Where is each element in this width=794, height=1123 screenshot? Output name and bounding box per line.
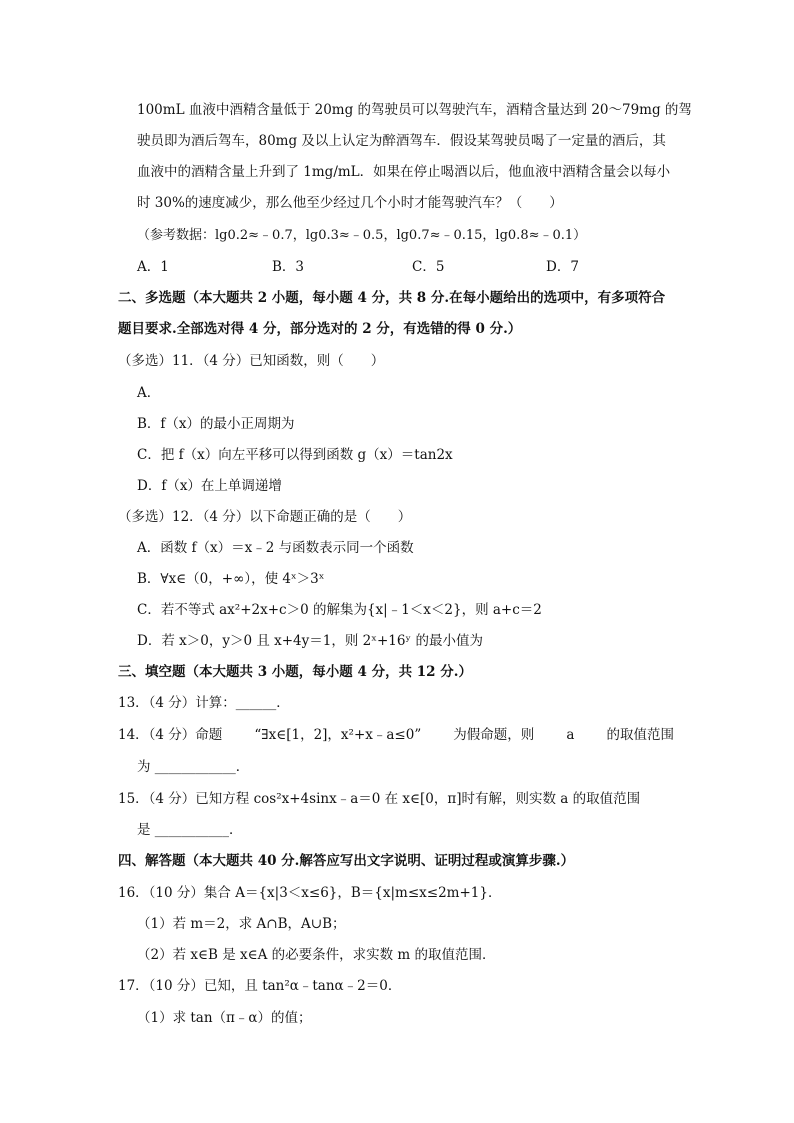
q14-part-2: “∃x∈[1，2]，x²+x﹣a≤0” [254, 727, 422, 743]
q14-part-5: 的取值范围 [606, 727, 674, 743]
q15-line-1: 15．（4 分）已知方程 cos²x+4sinx﹣a＝0 在 x∈[0，π]时有解，则实数 a 的取值范围 [118, 791, 641, 807]
q10-option-b: B．3 [272, 259, 305, 275]
section-2-title-line-1: 二、多选题（本大题共 2 小题，每小题 4 分，共 8 分.在每小题给出的选项中，有多项符合 [118, 290, 666, 306]
q14-line-1 [118, 725, 674, 745]
q17-stem: 17．（10 分）已知，且 tan²α﹣tanα﹣2＝0． [118, 978, 402, 994]
q14-part-3: 为假命题，则 [453, 727, 535, 743]
q12-option-d: D．若 x＞0，y＞0 且 x+4y＝1，则 2ˣ+16ʸ 的最小值为 [137, 633, 483, 649]
section-3-title: 三、填空题（本大题共 3 小题，每小题 4 分，共 12 分.） [118, 664, 472, 680]
q11-option-b: B．f（x）的最小正周期为 [137, 416, 295, 432]
q11-option-d: D．f（x）在上单调递增 [137, 478, 282, 494]
q10-option-c: C．5 [412, 259, 445, 275]
q12-option-b: B．∀x∈（0，+∞），使 4ˣ＞3ˣ [137, 571, 325, 587]
q12-option-c: C．若不等式 ax²+2x+c＞0 的解集为{x|﹣1＜x＜2}，则 a+c＝2 [137, 602, 542, 618]
q11-option-a: A． [137, 385, 161, 401]
q14-part-1: 14．（4 分）命题 [118, 727, 223, 743]
q13-text: 13．（4 分）计算：______． [118, 695, 290, 711]
q14-part-4: a [566, 727, 575, 743]
q11-stem: （多选）11．（4 分）已知函数，则（ ） [118, 353, 385, 369]
q12-option-a: A．函数 f（x）＝x﹣2 与函数表示同一个函数 [137, 540, 414, 556]
q17-part-1: （1）求 tan（π﹣α）的值； [137, 1010, 312, 1026]
section-4-title: 四、解答题（本大题共 40 分.解答应写出文字说明、证明过程或演算步骤.） [118, 853, 575, 869]
q12-stem: （多选）12．（4 分）以下命题正确的是（ ） [118, 509, 412, 525]
q10-line-4: 时 30%的速度减少，那么他至少经过几个小时才能驾驶汽车？（ ） [137, 195, 563, 211]
q10-reference-data: （参考数据：lg0.2≈﹣0.7，lg0.3≈﹣0.5，lg0.7≈﹣0.15，lg0.8≈﹣0.1） [137, 228, 587, 243]
q10-line-1: 100mL 血液中酒精含量低于 20mg 的驾驶员可以驾驶汽车，酒精含量达到 20～79mg 的驾 [137, 102, 692, 118]
q10-option-a: A．1 [137, 259, 169, 275]
q16-part-1: （1）若 m＝2，求 A∩B，A∪B； [137, 916, 346, 932]
q14-line-2: 为 ____________． [137, 759, 250, 775]
q10-line-3: 血液中的酒精含量上升到了 1mg/mL．如果在停止喝酒以后，他血液中酒精含量会以每小 [137, 164, 671, 180]
q15-line-2: 是 ___________． [137, 822, 243, 838]
q10-option-d: D．7 [546, 259, 579, 275]
q11-option-c: C．把 f（x）向左平移可以得到函数 g（x）＝tan2x [137, 447, 453, 463]
q10-line-2: 驶员即为酒后驾车，80mg 及以上认定为醉酒驾车．假设某驾驶员喝了一定量的酒后，其 [137, 133, 666, 149]
q16-stem: 16．（10 分）集合 A＝{x|3＜x≤6}，B＝{x|m≤x≤2m+1}． [118, 885, 502, 901]
q16-part-2: （2）若 x∈B 是 x∈A 的必要条件，求实数 m 的取值范围． [137, 947, 496, 963]
section-2-title-line-2: 题目要求.全部选对得 4 分，部分选对的 2 分，有选错的得 0 分.） [118, 321, 522, 337]
